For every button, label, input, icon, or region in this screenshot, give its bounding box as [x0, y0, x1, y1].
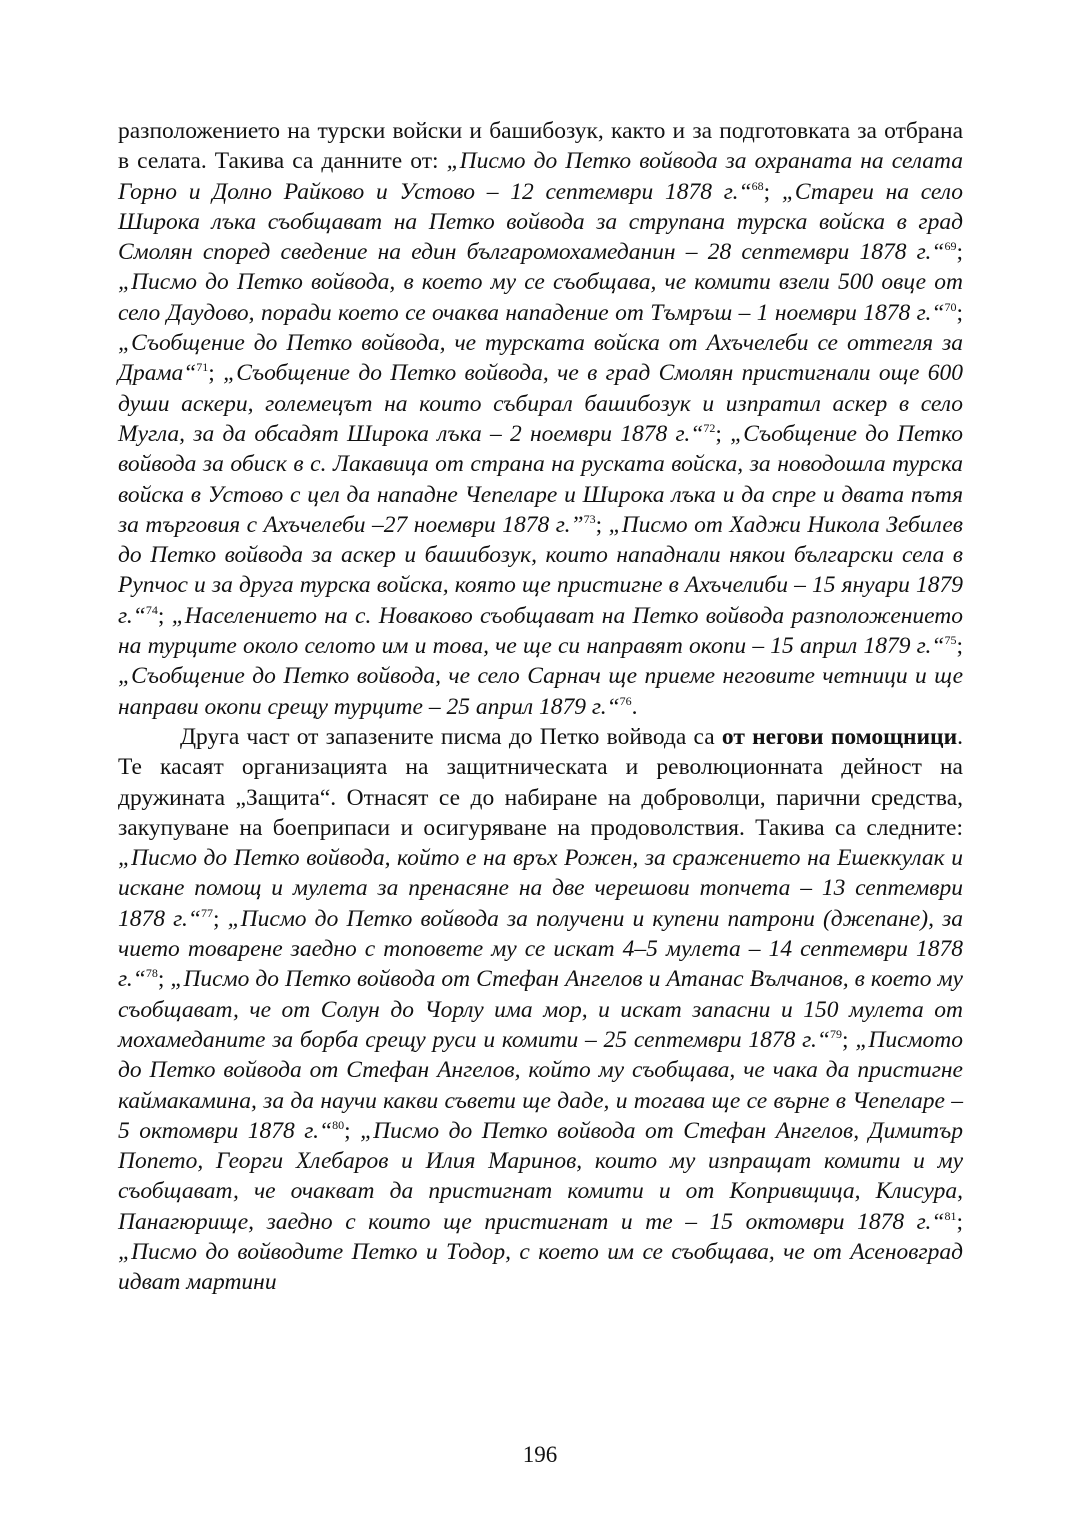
- document-title: „Писмо до Петко войвода от Стефан Ангелов, Димитър Попето, Георги Хлебаров и Илия Маринов, които му изпращат комити и му съобщават, че очакват да пристигнат комити и от Копривщица, Клисура, Панагюрище, заедно с които ще пристигнат и те – 15 октомври 1878 г.“: [118, 1117, 963, 1235]
- document-title: „Писмо до Петко войвода от Стефан Ангелов и Атанас Вълчанов, в което му съобщават, че от Солун до Чорлу има мор, и искат запасни и 150 мулета от мохамеданите за борба срещу руси и комити – 25 септември 1878 г.“: [118, 966, 963, 1053]
- page-number: 196: [522, 1442, 558, 1467]
- document-title: „Съобщение до Петко войвода, че в град Смолян пристигнали още 600 души аскери, големецът на които събирал башибозук и изпратил аскер в село Мугла, за да обсадят Широка лъка – 2 ноември 1878 г.“: [118, 360, 964, 447]
- footnote-ref: 70: [944, 299, 957, 314]
- document-title: „Съобщение до Петко войвода, че турската войска от Ахъчелеби се оттегля за Драма“: [118, 330, 963, 387]
- document-title: „Съобщение до Петко войвода за обиск в с. Лакавица от страна на руската войска, за новодошла турска войска в Устово с цел да нападне Чепеларе и Широка лъка и да спре и двата пътя за търговия с Ахъчелеби –27 ноември 1878 г.”: [118, 420, 963, 538]
- document-title: „Писмо до Петко войвода за получени и купени патрони (джепане), за чието товарене заедно с топовете му се искат 4–5 мулета – 14 септември 1878 г.“: [118, 905, 963, 993]
- footnote-ref: 71: [196, 360, 209, 375]
- paragraph-text: . Те касаят организацията на защитническата и революционната дейност на дружината „Защита“. Отнасят се до набиране на доброволци, парични средства, закупуване на боеприпаси и осигуряване на продоволствия. Такива са следните:: [118, 723, 963, 841]
- footnote-ref: 68: [751, 178, 764, 193]
- footnote-ref: 77: [200, 905, 213, 920]
- footnote-ref: 80: [332, 1117, 345, 1132]
- footnote-ref: 81: [944, 1208, 957, 1223]
- footnote-ref: 72: [703, 420, 716, 435]
- document-title: „Писмото до Петко войвода от Стефан Ангелов, който му съобщава, че чака да пристигне каймакамина, за да научи какви съвети ще даде, и тогава ще се върне в Чепеларе – 5 октомври 1878 г.“: [118, 1026, 964, 1144]
- page-body: [118, 116, 963, 1298]
- footnote-ref: 79: [830, 1026, 842, 1041]
- paragraph-helpers-letters: Друга част от запазените писма до Петко войвода са от негови помощници. Те касаят организацията на защитническата и революционната дейност на дружината „Защита“. Отнасят се до набиране на доброволци, парични средства, закупуване на боеприпаси и осигуряване на продоволствия. Такива са следните: „Писмо до Петко войвода, който е на връх Рожен, за сражението на Ешеккулак и искане помощ и мулета за пренасяне на две черешови топчета – 13 септември 1878 г.“$^{77}$; „Писмо до Петко войвода за получени и купени патрони (джепане), за чието товарене заедно с топовете му се искат 4–5 мулета – 14 септември 1878 г.“$^{78}$; „Писмо до Петко войвода от Стефан Ангелов и Атанас Вълчанов, в което му съобщават, че от Солун до Чорлу има мор, и искат запасни и 150 мулета от мохамеданите за борба срещу руси и комити – 25 септември 1878 г.“$^{79}$; „Писмото до Петко войвода от Стефан Ангелов, който му съобщава, че чака да пристигне каймакамина, за да научи какви съвети ще даде, и тогава ще се върне в Чепеларе – 5 октомври 1878 г.“$^{80}$; „Писмо до Петко войвода от Стефан Ангелов, Димитър Попето, Георги Хлебаров и Илия Маринов, които му изпращат комити и му съобщават, че очакват да пристигнат комити и от Копривщица, Клисура, Панагюрище, заедно с които ще пристигнат и те – 15 октомври 1878 г.“$^{81}$; „Писмо до войводите Петко и Тодор, с което им се съобщава, че от Асеновград идват мартини: [118, 723, 964, 1296]
- footnote-ref: 78: [145, 966, 158, 981]
- footnote-ref: 76: [619, 693, 632, 708]
- paragraph-lead: разположението на турски войски и башибозук, както и за подготовката за отбрана в селата. Такива са данните от:: [118, 118, 963, 175]
- paragraph-archival-sources: разположението на турски войски и башибозук, както и за подготовката за отбрана в селата. Такива са данните от: „Писмо до Петко войвода за охраната на селата Горно и Долно Райково и Устово – 12 септември 1878 г.“$^{68}$; „Стареи на село Широка лъка съобщават на Петко войвода за струпана турска войска в град Смолян според сведение на един българомохамеданин – 28 септември 1878 г.“$^{69}$; „Писмо до Петко войвода, в което му се съобщава, че комити взели 500 овце от село Даудово, поради което се очаква нападение от Тъмръш – 1 ноември 1878 г.“$^{70}$; „Съобщение до Петко войвода, че турската войска от Ахъчелеби се оттегля за Драма“$^{71}$; „Съобщение до Петко войвода, че в град Смолян пристигнали още 600 души аскери, големецът на които събирал башибозук и изпратил аскер в село Мугла, за да обсадят Широка лъка – 2 ноември 1878 г.“$^{72}$; „Съобщение до Петко войвода за обиск в с. Лакавица от страна на руската войска, за новодошла турска войска в Устово с цел да нападне Чепеларе и Широка лъка и да спре и двата пътя за търговия с Ахъчелеби –27 ноември 1878 г.”$^{73}$; „Писмо от Хаджи Никола Зебилев до Петко войвода за аскер и башибозук, които нападнали някои български села в Рупчос и за друга турска войска, която ще пристигне в Ахъчелиби – 15 януари 1879 г.“$^{74}$; „Населението на с. Новаково съобщават на Петко войвода разположението на турците около селото им и това, че ще си направят окопи – 15 април 1879 г.“$^{75}$; „Съобщение до Петко войвода, че село Сарнач ще приеме неговите четници и ще направи окопи срещу турците – 25 април 1879 г.“$^{76}$.: [118, 118, 964, 720]
- footnote-ref: 69: [944, 239, 957, 254]
- document-title: „Съобщение до Петко войвода, че село Сарнач ще приеме неговите четници и ще направи окопи срещу турците – 25 април 1879 г.“: [118, 663, 963, 720]
- document-title: „Писмо до Петко войвода, който е на връх Рожен, за сражението на Ешеккулак и искане помощ и мулета за пренасяне на две черешови топчета – 13 септември 1878 г.“: [118, 845, 963, 932]
- document-title: „Писмо до Петко войвода за охраната на селата Горно и Долно Райково и Устово – 12 септември 1878 г.“: [118, 148, 963, 205]
- document-title: „Стареи на село Широка лъка съобщават на Петко войвода за струпана турска войска в град Смолян според сведение на един българомохамеданин – 28 септември 1878 г.“: [118, 178, 963, 266]
- footnote-ref: 75: [944, 633, 957, 648]
- paragraph-lead: Друга част от запазените писма до Петко войвода са: [180, 723, 722, 750]
- document-title: „Населението на с. Новаково съобщават на Петко войвода разположението на турците около селото им и това, че ще си направят окопи – 15 април 1879 г.“: [118, 602, 963, 660]
- document-title: „Писмо от Хаджи Никола Зебилев до Петко войвода за аскер и башибозук, които нападнали някои български села в Рупчос и за друга турска войска, която ще пристигне в Ахъчелиби – 15 януари 1879 г.“: [118, 511, 963, 629]
- footnote-ref: 73: [583, 511, 596, 526]
- emphasis-bold: от негови помощници: [721, 723, 958, 750]
- document-title: „Писмо до войводите Петко и Тодор, с което им се съобщава, че от Асеновград идват мартини: [118, 1238, 963, 1296]
- footnote-ref: 74: [145, 602, 158, 617]
- document-title: „Писмо до Петко войвода, в което му се съобщава, че комити взели 500 овце от село Даудово, поради което се очаква нападение от Тъмръш – 1 ноември 1878 г.“: [118, 269, 963, 326]
